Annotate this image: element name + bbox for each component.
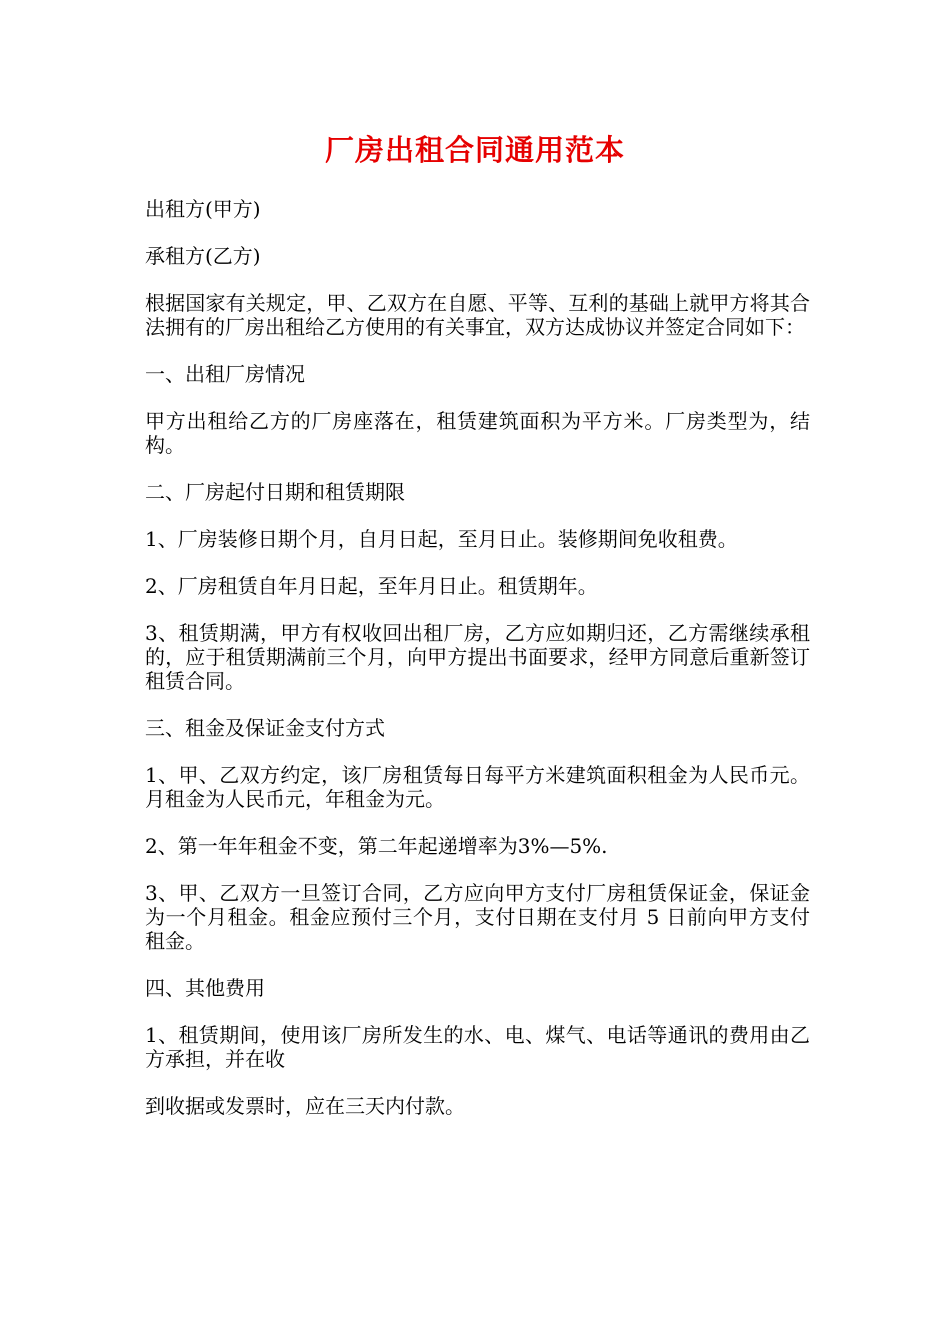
paragraph-lessor: 出租方(甲方) [145,197,261,221]
paragraph-lessee: 承租方(乙方) [145,244,261,268]
clause-4-1: 1、租赁期间，使用该厂房所发生的水、电、煤气、电话等通讯的费用由乙方承担，并在收 [145,1023,810,1071]
clause-3-3: 3、甲、乙双方一旦签订合同，乙方应向甲方支付厂房租赁保证金，保证金为一个月租金。租金应预付三个月，支付日期在支付月 5 日前向甲方支付租金。 [145,881,810,953]
paragraph-factory-info: 甲方出租给乙方的厂房座落在，租赁建筑面积为平方米。厂房类型为，结构。 [145,409,810,457]
clause-2-2: 2、厂房租赁自年月日起，至年月日止。租赁期年。 [145,574,598,598]
clause-3-2: 2、第一年年租金不变，第二年起递增率为3%—5%. [145,834,608,858]
clause-4-1-continued: 到收据或发票时，应在三天内付款。 [145,1094,465,1118]
document-title: 厂房出租合同通用范本 [324,133,625,167]
clause-3-1: 1、甲、乙双方约定，该厂房租赁每日每平方米建筑面积租金为人民币元。月租金为人民币元，年租金为元。 [145,763,810,811]
clause-2-1: 1、厂房装修日期个月，自月日起，至月日止。装修期间免收租费。 [145,527,738,551]
section-heading-1: 一、出租厂房情况 [145,362,305,386]
section-heading-4: 四、其他费用 [145,976,265,1000]
paragraph-preamble: 根据国家有关规定，甲、乙双方在自愿、平等、互利的基础上就甲方将其合法拥有的厂房出租给乙方使用的有关事宜，双方达成协议并签定合同如下： [145,291,810,339]
document-body [145,197,810,1141]
clause-2-3: 3、租赁期满，甲方有权收回出租厂房，乙方应如期归还，乙方需继续承租的，应于租赁期满前三个月，向甲方提出书面要求，经甲方同意后重新签订租赁合同。 [145,621,810,693]
section-heading-3: 三、租金及保证金支付方式 [145,716,385,740]
section-heading-2: 二、厂房起付日期和租赁期限 [145,480,405,504]
